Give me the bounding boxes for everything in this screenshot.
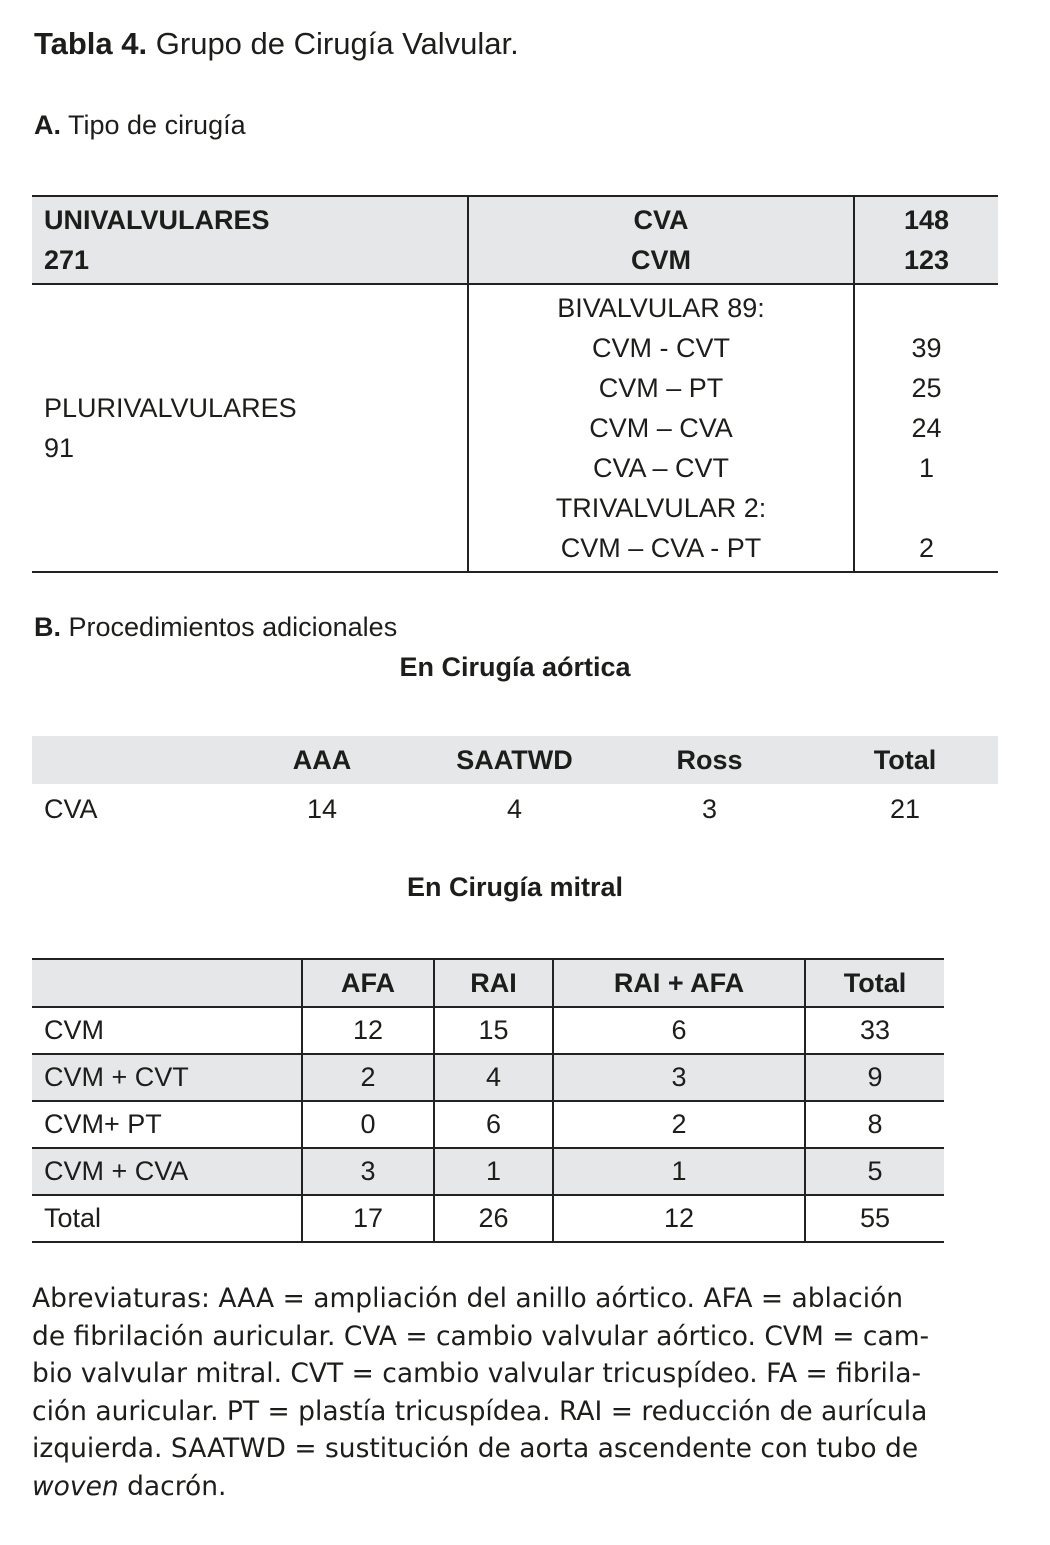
table-cell: 55	[805, 1195, 944, 1242]
plurivalvulares-cell: PLURIVALVULARES 91	[32, 284, 468, 572]
note-line: Abreviaturas: AAA = ampliación del anillo aórtico. AFA = ablación	[32, 1283, 904, 1314]
note-line: bio valvular mitral. CVT = cambio valvular tricuspídeo. FA = fibrila-	[32, 1358, 922, 1389]
table-cell: 14	[306, 793, 338, 824]
table-cell: CVM + CVA	[32, 1148, 302, 1195]
table-cell: CVM+ PT	[32, 1101, 302, 1148]
column-header: SAATWD	[422, 736, 607, 784]
note-line: de fibrilación auricular. CVA = cambio valvular aórtico. CVM = cam-	[32, 1320, 930, 1352]
abbreviations-note	[32, 1280, 1002, 1505]
column-header: RAI + AFA	[553, 959, 805, 1007]
table-caption: Grupo de Cirugía Valvular.	[155, 26, 519, 61]
table-cell: 2	[553, 1101, 805, 1148]
column-header	[32, 959, 302, 1007]
table-cell: 12	[553, 1195, 805, 1242]
table-cell: 26	[434, 1195, 553, 1242]
table-cell: 1	[434, 1148, 553, 1195]
table-cell: 17	[302, 1195, 434, 1242]
table-cell: 12	[302, 1007, 434, 1054]
section-a-heading: A. Tipo de cirugía	[34, 110, 246, 140]
table-cell: 6	[553, 1007, 805, 1054]
note-line: ción auricular. PT = plastía tricuspídea. RAI = reducción de aurícula	[32, 1395, 928, 1427]
table-cell: CVM	[32, 1007, 302, 1054]
table-cell: 8	[805, 1101, 944, 1148]
table-cell: 21	[889, 793, 921, 824]
univalvulares-cell: UNIVALVULARES 271	[32, 196, 468, 284]
table-cell: 4	[434, 1054, 553, 1101]
table-cell: 1	[553, 1148, 805, 1195]
column-header	[32, 736, 222, 784]
table-cell: 3	[302, 1148, 434, 1195]
column-header: AFA	[302, 959, 434, 1007]
table-cell: 33	[805, 1007, 944, 1054]
table-cell: 4	[506, 793, 523, 824]
aortic-table	[32, 736, 998, 834]
table-cell: 6	[434, 1101, 553, 1148]
note-italic-word: woven	[32, 1470, 119, 1502]
table-cell: 2	[302, 1054, 434, 1101]
mitral-table	[32, 958, 944, 1243]
table-cell: CVM + CVT	[32, 1054, 302, 1101]
plurivalvulares-values: 39 25 24 1 2	[854, 284, 998, 572]
table-header-row	[32, 959, 944, 1007]
table-cell: 0	[302, 1101, 434, 1148]
plurivalvulares-types: BIVALVULAR 89: CVM - CVT CVM – PT CVM – CVA CVA – CVT TRIVALVULAR 2: CVM – CVA - PT	[468, 284, 854, 572]
table-title	[34, 26, 519, 62]
table-row	[32, 284, 998, 572]
table-number: Tabla 4.	[34, 26, 148, 61]
aortic-heading: En Cirugía aórtica	[399, 652, 631, 682]
table-row	[32, 1007, 944, 1054]
column-header: Total	[805, 959, 944, 1007]
column-header: AAA	[222, 736, 422, 784]
table-row	[32, 784, 998, 834]
note-line: izquierda. SAATWD = sustitución de aorta ascendente con tubo de	[32, 1433, 919, 1464]
table-cell: 5	[805, 1148, 944, 1195]
table-row	[32, 1148, 944, 1195]
table-cell: 15	[434, 1007, 553, 1054]
section-b-heading: B. Procedimientos adicionales	[34, 612, 398, 642]
univalvulares-values: 148 123	[854, 196, 998, 284]
table-row	[32, 196, 998, 284]
table-cell: Total	[32, 1195, 302, 1242]
table-cell: 9	[805, 1054, 944, 1101]
column-header: Ross	[607, 736, 812, 784]
table-cell: CVA	[44, 793, 98, 824]
univalvulares-types: CVA CVM	[468, 196, 854, 284]
mitral-heading: En Cirugía mitral	[406, 872, 624, 902]
table-cell: 3	[701, 793, 718, 824]
table-cell: 3	[553, 1054, 805, 1101]
table-row	[32, 1054, 944, 1101]
surgery-type-table	[32, 195, 998, 573]
column-header: RAI	[434, 959, 553, 1007]
table-header-row	[32, 736, 998, 784]
column-header: Total	[812, 736, 998, 784]
table-row	[32, 1101, 944, 1148]
table-row	[32, 1195, 944, 1242]
note-line: woven dacrón.	[32, 1470, 227, 1502]
